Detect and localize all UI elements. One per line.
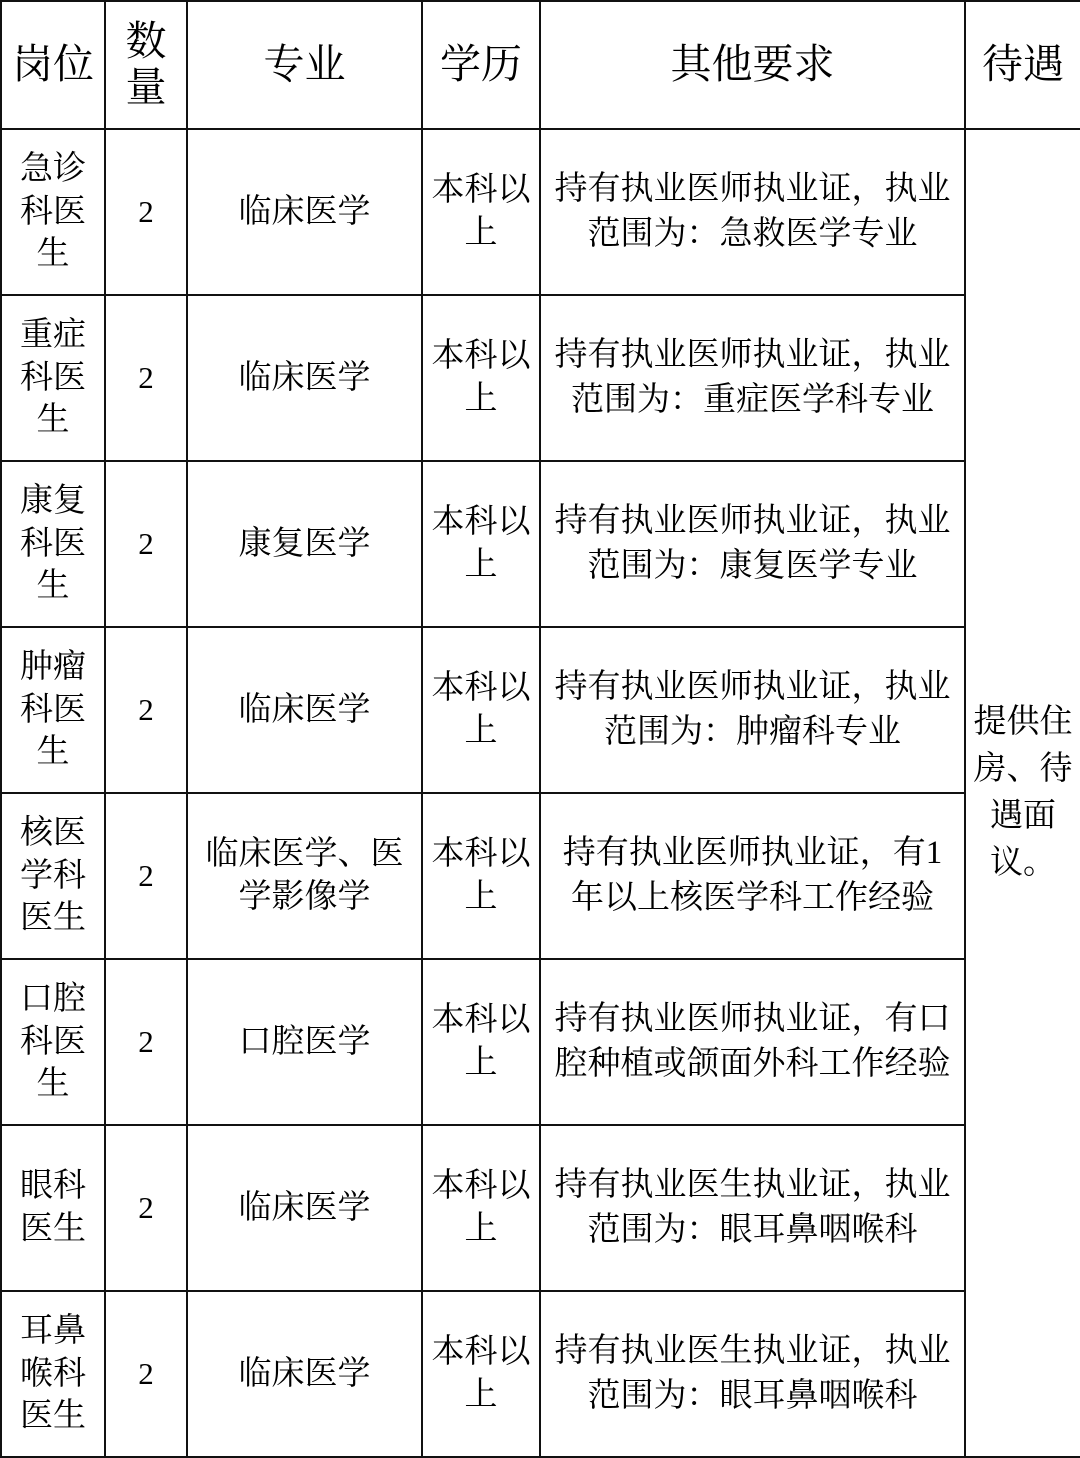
cell-quantity: 2 bbox=[105, 959, 187, 1125]
cell-quantity: 2 bbox=[105, 295, 187, 461]
cell-quantity: 2 bbox=[105, 129, 187, 295]
column-header-major: 专业 bbox=[187, 1, 422, 129]
cell-education: 本科以上 bbox=[422, 295, 540, 461]
table-body bbox=[1, 129, 1080, 1457]
cell-major: 临床医学 bbox=[187, 1125, 422, 1291]
table-header-row bbox=[1, 1, 1080, 129]
cell-other-requirements: 持有执业医师执业证，执业范围为：重症医学科专业 bbox=[540, 295, 965, 461]
cell-other-requirements: 持有执业医师执业证，有1年以上核医学科工作经验 bbox=[540, 793, 965, 959]
cell-quantity: 2 bbox=[105, 1291, 187, 1457]
cell-education: 本科以上 bbox=[422, 627, 540, 793]
cell-other-requirements: 持有执业医生执业证，执业范围为：眼耳鼻咽喉科 bbox=[540, 1125, 965, 1291]
cell-major: 临床医学 bbox=[187, 627, 422, 793]
cell-major: 康复医学 bbox=[187, 461, 422, 627]
table-row bbox=[1, 295, 1080, 461]
column-header-benefit: 待遇 bbox=[965, 1, 1080, 129]
table-row bbox=[1, 1125, 1080, 1291]
cell-post: 康复科医生 bbox=[1, 461, 105, 627]
table-row bbox=[1, 959, 1080, 1125]
table-row bbox=[1, 461, 1080, 627]
cell-major: 口腔医学 bbox=[187, 959, 422, 1125]
cell-quantity: 2 bbox=[105, 793, 187, 959]
cell-post: 眼科医生 bbox=[1, 1125, 105, 1291]
cell-education: 本科以上 bbox=[422, 129, 540, 295]
cell-quantity: 2 bbox=[105, 1125, 187, 1291]
cell-other-requirements: 持有执业医师执业证，执业范围为：急救医学专业 bbox=[540, 129, 965, 295]
cell-post: 核医学科医生 bbox=[1, 793, 105, 959]
cell-major: 临床医学 bbox=[187, 295, 422, 461]
cell-post: 耳鼻喉科医生 bbox=[1, 1291, 105, 1457]
column-header-education: 学历 bbox=[422, 1, 540, 129]
cell-major: 临床医学、医学影像学 bbox=[187, 793, 422, 959]
cell-education: 本科以上 bbox=[422, 1291, 540, 1457]
cell-other-requirements: 持有执业医师执业证，执业范围为：康复医学专业 bbox=[540, 461, 965, 627]
cell-benefit: 提供住房、待遇面议。 bbox=[965, 129, 1080, 1457]
cell-post: 口腔科医生 bbox=[1, 959, 105, 1125]
cell-other-requirements: 持有执业医师执业证，有口腔种植或颌面外科工作经验 bbox=[540, 959, 965, 1125]
cell-other-requirements: 持有执业医师执业证，执业范围为：肿瘤科专业 bbox=[540, 627, 965, 793]
cell-education: 本科以上 bbox=[422, 1125, 540, 1291]
table-header bbox=[1, 1, 1080, 129]
column-header-quantity: 数量 bbox=[105, 1, 187, 129]
cell-education: 本科以上 bbox=[422, 461, 540, 627]
table-row bbox=[1, 627, 1080, 793]
cell-quantity: 2 bbox=[105, 627, 187, 793]
cell-post: 重症科医生 bbox=[1, 295, 105, 461]
cell-post: 急诊科医生 bbox=[1, 129, 105, 295]
cell-other-requirements: 持有执业医生执业证，执业范围为：眼耳鼻咽喉科 bbox=[540, 1291, 965, 1457]
table-row bbox=[1, 793, 1080, 959]
table-row bbox=[1, 1291, 1080, 1457]
cell-education: 本科以上 bbox=[422, 959, 540, 1125]
column-header-post: 岗位 bbox=[1, 1, 105, 129]
cell-major: 临床医学 bbox=[187, 1291, 422, 1457]
cell-education: 本科以上 bbox=[422, 793, 540, 959]
column-header-other: 其他要求 bbox=[540, 1, 965, 129]
table-row bbox=[1, 129, 1080, 295]
cell-quantity: 2 bbox=[105, 461, 187, 627]
cell-post: 肿瘤科医生 bbox=[1, 627, 105, 793]
cell-major: 临床医学 bbox=[187, 129, 422, 295]
